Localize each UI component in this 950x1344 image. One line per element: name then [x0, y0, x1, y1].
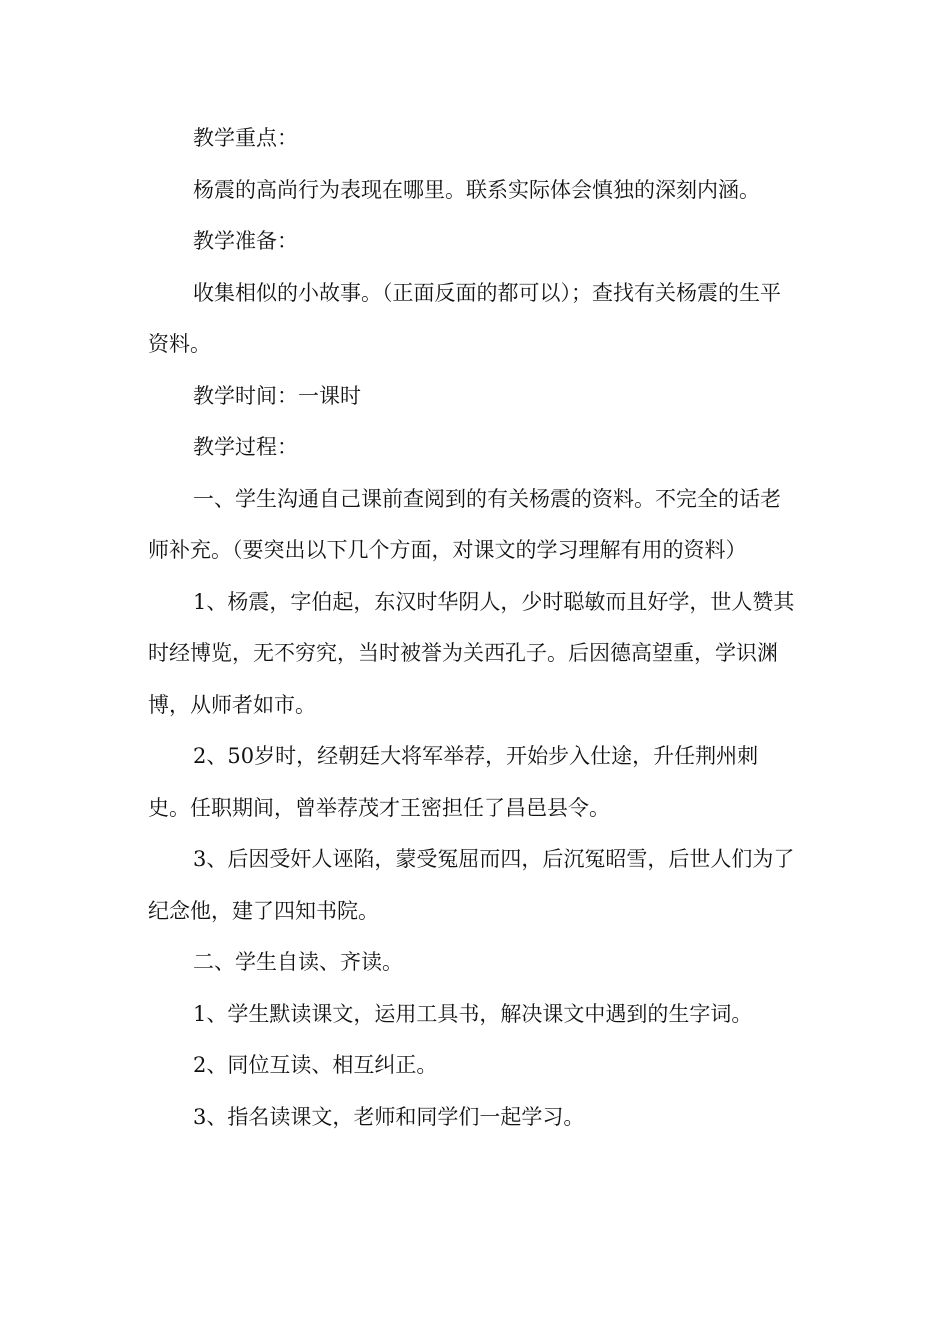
- process-step-1-item-3: 3、后因受奸人诬陷，蒙受冤屈而四，后沉冤昭雪，后世人们为了纪念他，建了四知书院。: [148, 847, 795, 923]
- process-step-2-item-2: 2、同位互读、相互纠正。: [193, 1053, 438, 1077]
- process-step-1: 一、学生沟通自己课前查阅到的有关杨震的资料。不完全的话老师补充。（要突出以下几个方面，对课文的学习理解有用的资料）: [148, 486, 781, 562]
- document-page: [148, 113, 800, 1143]
- teaching-time: 教学时间：一课时: [193, 383, 361, 408]
- teaching-focus-text: 杨震的高尚行为表现在哪里。联系实际体会慎独的深刻内涵。: [193, 177, 760, 202]
- process-step-2-item-3: 3、指名读课文，老师和同学们一起学习。: [193, 1104, 585, 1129]
- process-step-2-item-1: 1、学生默读课文，运用工具书，解决课文中遇到的生字词。: [193, 1001, 753, 1026]
- process-step-2: 二、学生自读、齐读。: [193, 950, 403, 974]
- heading-teaching-preparation: 教学准备：: [193, 229, 298, 253]
- process-step-1-item-2: 2、50岁时，经朝廷大将军举荐，开始步入仕途，升任荆州刺史。任职期间，曾举荐茂才王密担任了昌邑县令。: [148, 744, 759, 820]
- teaching-preparation-text: 收集相似的小故事。（正面反面的都可以）；查找有关杨震的生平资料。: [148, 280, 781, 356]
- heading-teaching-focus: 教学重点：: [193, 126, 298, 150]
- process-step-1-item-1: 1、杨震，字伯起，东汉时华阴人，少时聪敏而且好学，世人赞其时经博览，无不穷究，当时被誉为关西孔子。后因德高望重，学识渊博，从师者如市。: [148, 589, 795, 717]
- heading-teaching-process: 教学过程：: [193, 435, 298, 459]
